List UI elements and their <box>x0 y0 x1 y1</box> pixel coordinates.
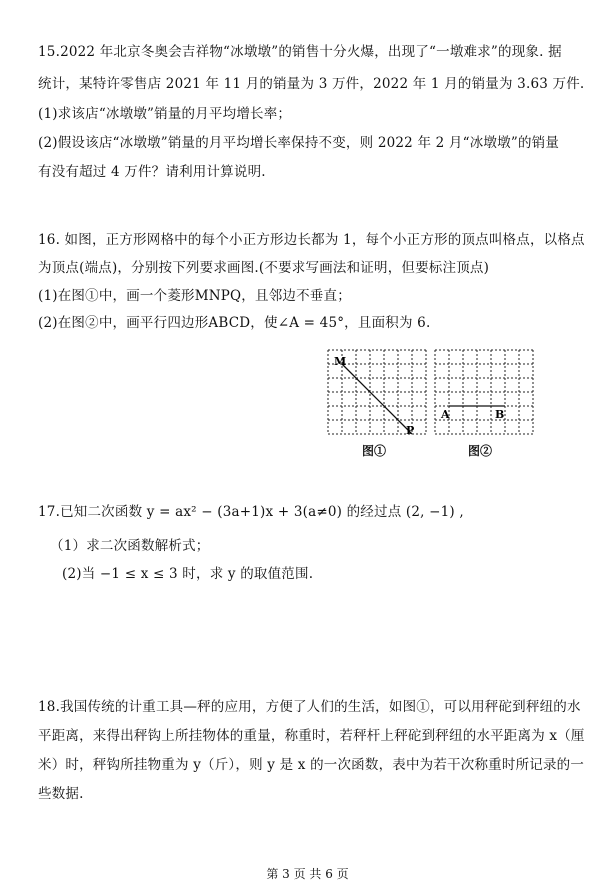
figure-1-grid <box>326 348 430 440</box>
figure-2-grid <box>433 348 537 440</box>
q17-line-2: （1）求二次函数解析式； <box>50 538 210 554</box>
label-b: B <box>495 408 505 421</box>
label-a: A <box>441 408 450 421</box>
q18-line-1: 18.我国传统的计重工具—秤的应用，方便了人们的生活，如图①，可以用秤砣到秤纽的水 <box>38 699 581 715</box>
q17-line-3: (2)当 −1 ≤ x ≤ 3 时，求 y 的取值范围. <box>62 566 314 582</box>
q15-line-4: (2)假设该店“冰墩墩”销量的月平均增长率保持不变，则 2022 年 2 月“冰墩墩”的销量 <box>38 135 560 151</box>
q16-line-3: (1)在图①中，画一个菱形MNPQ，且邻边不垂直； <box>38 288 351 304</box>
q15-line-5: 有没有超过 4 万件？请利用计算说明. <box>38 164 266 180</box>
q15-line-1: 15.2022 年北京冬奥会吉祥物“冰墩墩”的销售十分火爆，出现了“一墩难求”的现象. 据 <box>38 44 562 60</box>
q16-line-2: 为顶点(端点)，分别按下列要求画图.(不要求写画法和证明，但要标注顶点) <box>38 260 490 276</box>
segment-mp <box>342 364 412 434</box>
q15-line-3: (1)求该店“冰墩墩”销量的月平均增长率； <box>38 106 292 122</box>
label-m: M <box>334 355 347 368</box>
label-p: P <box>406 424 415 437</box>
q18-line-3: 米）时，秤钩所挂物重为 y（斤），则 y 是 x 的一次函数，表中为若干次称重时所记录的一 <box>38 757 585 773</box>
figure-2-caption: 图② <box>468 444 493 458</box>
q16-line-1: 16. 如图，正方形网格中的每个小正方形边长都为 1，每个小正方形的顶点叫格点，以格点 <box>38 232 585 248</box>
figure-1-caption: 图① <box>362 444 387 458</box>
figure-2-gridlines <box>435 350 533 434</box>
q15-line-2: 统计，某特许零售店 2021 年 11 月的销量为 3 万件，2022 年 1 月的销量为 3.63 万件. <box>38 76 585 92</box>
q16-line-4: (2)在图②中，画平行四边形ABCD，使∠A = 45°，且面积为 6. <box>38 315 431 331</box>
q17-line-1: 17.已知二次函数 y = ax² − (3a+1)x + 3(a≠0) 的经过点 (2, −1) , <box>38 504 464 520</box>
page-number: 第 3 页 共 6 页 <box>266 867 349 881</box>
q18-line-2: 平距离，来得出秤钩上所挂物体的重量，称重时，若秤杆上秤砣到秤纽的水平距离为 x（厘 <box>38 728 585 744</box>
q18-line-4: 些数据. <box>38 786 84 802</box>
